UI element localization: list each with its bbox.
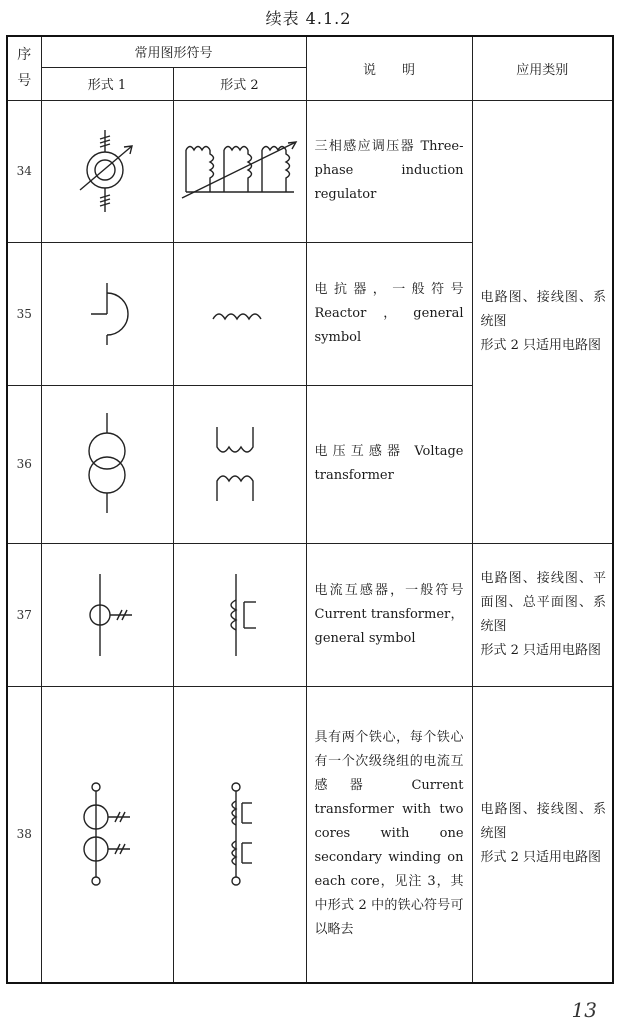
category-group-a-line2: 形式 2 只适用电路图 xyxy=(480,337,602,353)
header-category: 应用类别 xyxy=(472,36,613,100)
row-description: 具有两个铁心，每个铁心有一个次级绕组的电流互感器 Current transformer with two cores with one secondary winding on each core，见注 3，其中形式 2 中的铁心符号可以略去 xyxy=(306,686,472,983)
row-form1 xyxy=(41,100,173,242)
header-seq-line2: 号 xyxy=(17,73,32,90)
category-group-c xyxy=(472,686,613,983)
header-description: 说 明 xyxy=(306,36,472,100)
current-transformer-form2-icon xyxy=(210,570,270,660)
row-form1 xyxy=(41,385,173,543)
page-number: 13 xyxy=(571,998,597,1022)
category-group-a-line1: 电路图、接线图、系统图 xyxy=(480,289,607,329)
row-form1 xyxy=(41,686,173,983)
header-form2: 形式 2 xyxy=(173,67,306,100)
symbol-table xyxy=(6,35,614,984)
category-group-c-line2: 形式 2 只适用电路图 xyxy=(480,850,602,866)
header-symbols: 常用图形符号 xyxy=(41,36,306,67)
row-seq: 35 xyxy=(7,242,41,385)
category-group-b-line2: 形式 2 只适用电路图 xyxy=(480,642,602,658)
two-core-current-transformer-form1-icon xyxy=(72,779,142,889)
row-form2 xyxy=(173,686,306,983)
three-phase-induction-regulator-form2-icon xyxy=(178,136,302,206)
reactor-form1-icon xyxy=(77,279,137,349)
header-form1: 形式 1 xyxy=(41,67,173,100)
table-row xyxy=(7,100,613,242)
three-phase-induction-regulator-form1-icon xyxy=(72,126,142,216)
row-form2 xyxy=(173,100,306,242)
row-description: 三相感应调压器 Three-phase induction regulator xyxy=(306,100,472,242)
row-form2 xyxy=(173,385,306,543)
table-caption: 续表 4.1.2 xyxy=(265,9,352,28)
table-row xyxy=(7,543,613,686)
row-form1 xyxy=(41,242,173,385)
row-form1 xyxy=(41,543,173,686)
row-form2 xyxy=(173,242,306,385)
header-seq xyxy=(7,36,41,100)
header-seq-line1: 序 xyxy=(17,47,32,64)
reactor-form2-icon xyxy=(205,299,275,329)
row-seq: 34 xyxy=(7,100,41,242)
category-group-b-line1: 电路图、接线图、平面图、总平面图、系统图 xyxy=(480,570,607,634)
row-seq: 37 xyxy=(7,543,41,686)
row-description: 电压互感器 Voltage transformer xyxy=(306,385,472,543)
voltage-transformer-form1-icon xyxy=(77,409,137,519)
row-seq: 38 xyxy=(7,686,41,983)
current-transformer-form1-icon xyxy=(72,570,142,660)
category-group-a xyxy=(472,100,613,543)
two-core-current-transformer-form2-icon xyxy=(210,779,270,889)
category-group-c-line1: 电路图、接线图、系统图 xyxy=(480,802,607,842)
voltage-transformer-form2-icon xyxy=(205,419,275,509)
row-form2 xyxy=(173,543,306,686)
row-seq: 36 xyxy=(7,385,41,543)
row-description: 电抗器，一般符号 Reactor，general symbol xyxy=(306,242,472,385)
category-group-b xyxy=(472,543,613,686)
table-row xyxy=(7,686,613,983)
row-description: 电流互感器，一般符号 Current transformer，general symbol xyxy=(306,543,472,686)
